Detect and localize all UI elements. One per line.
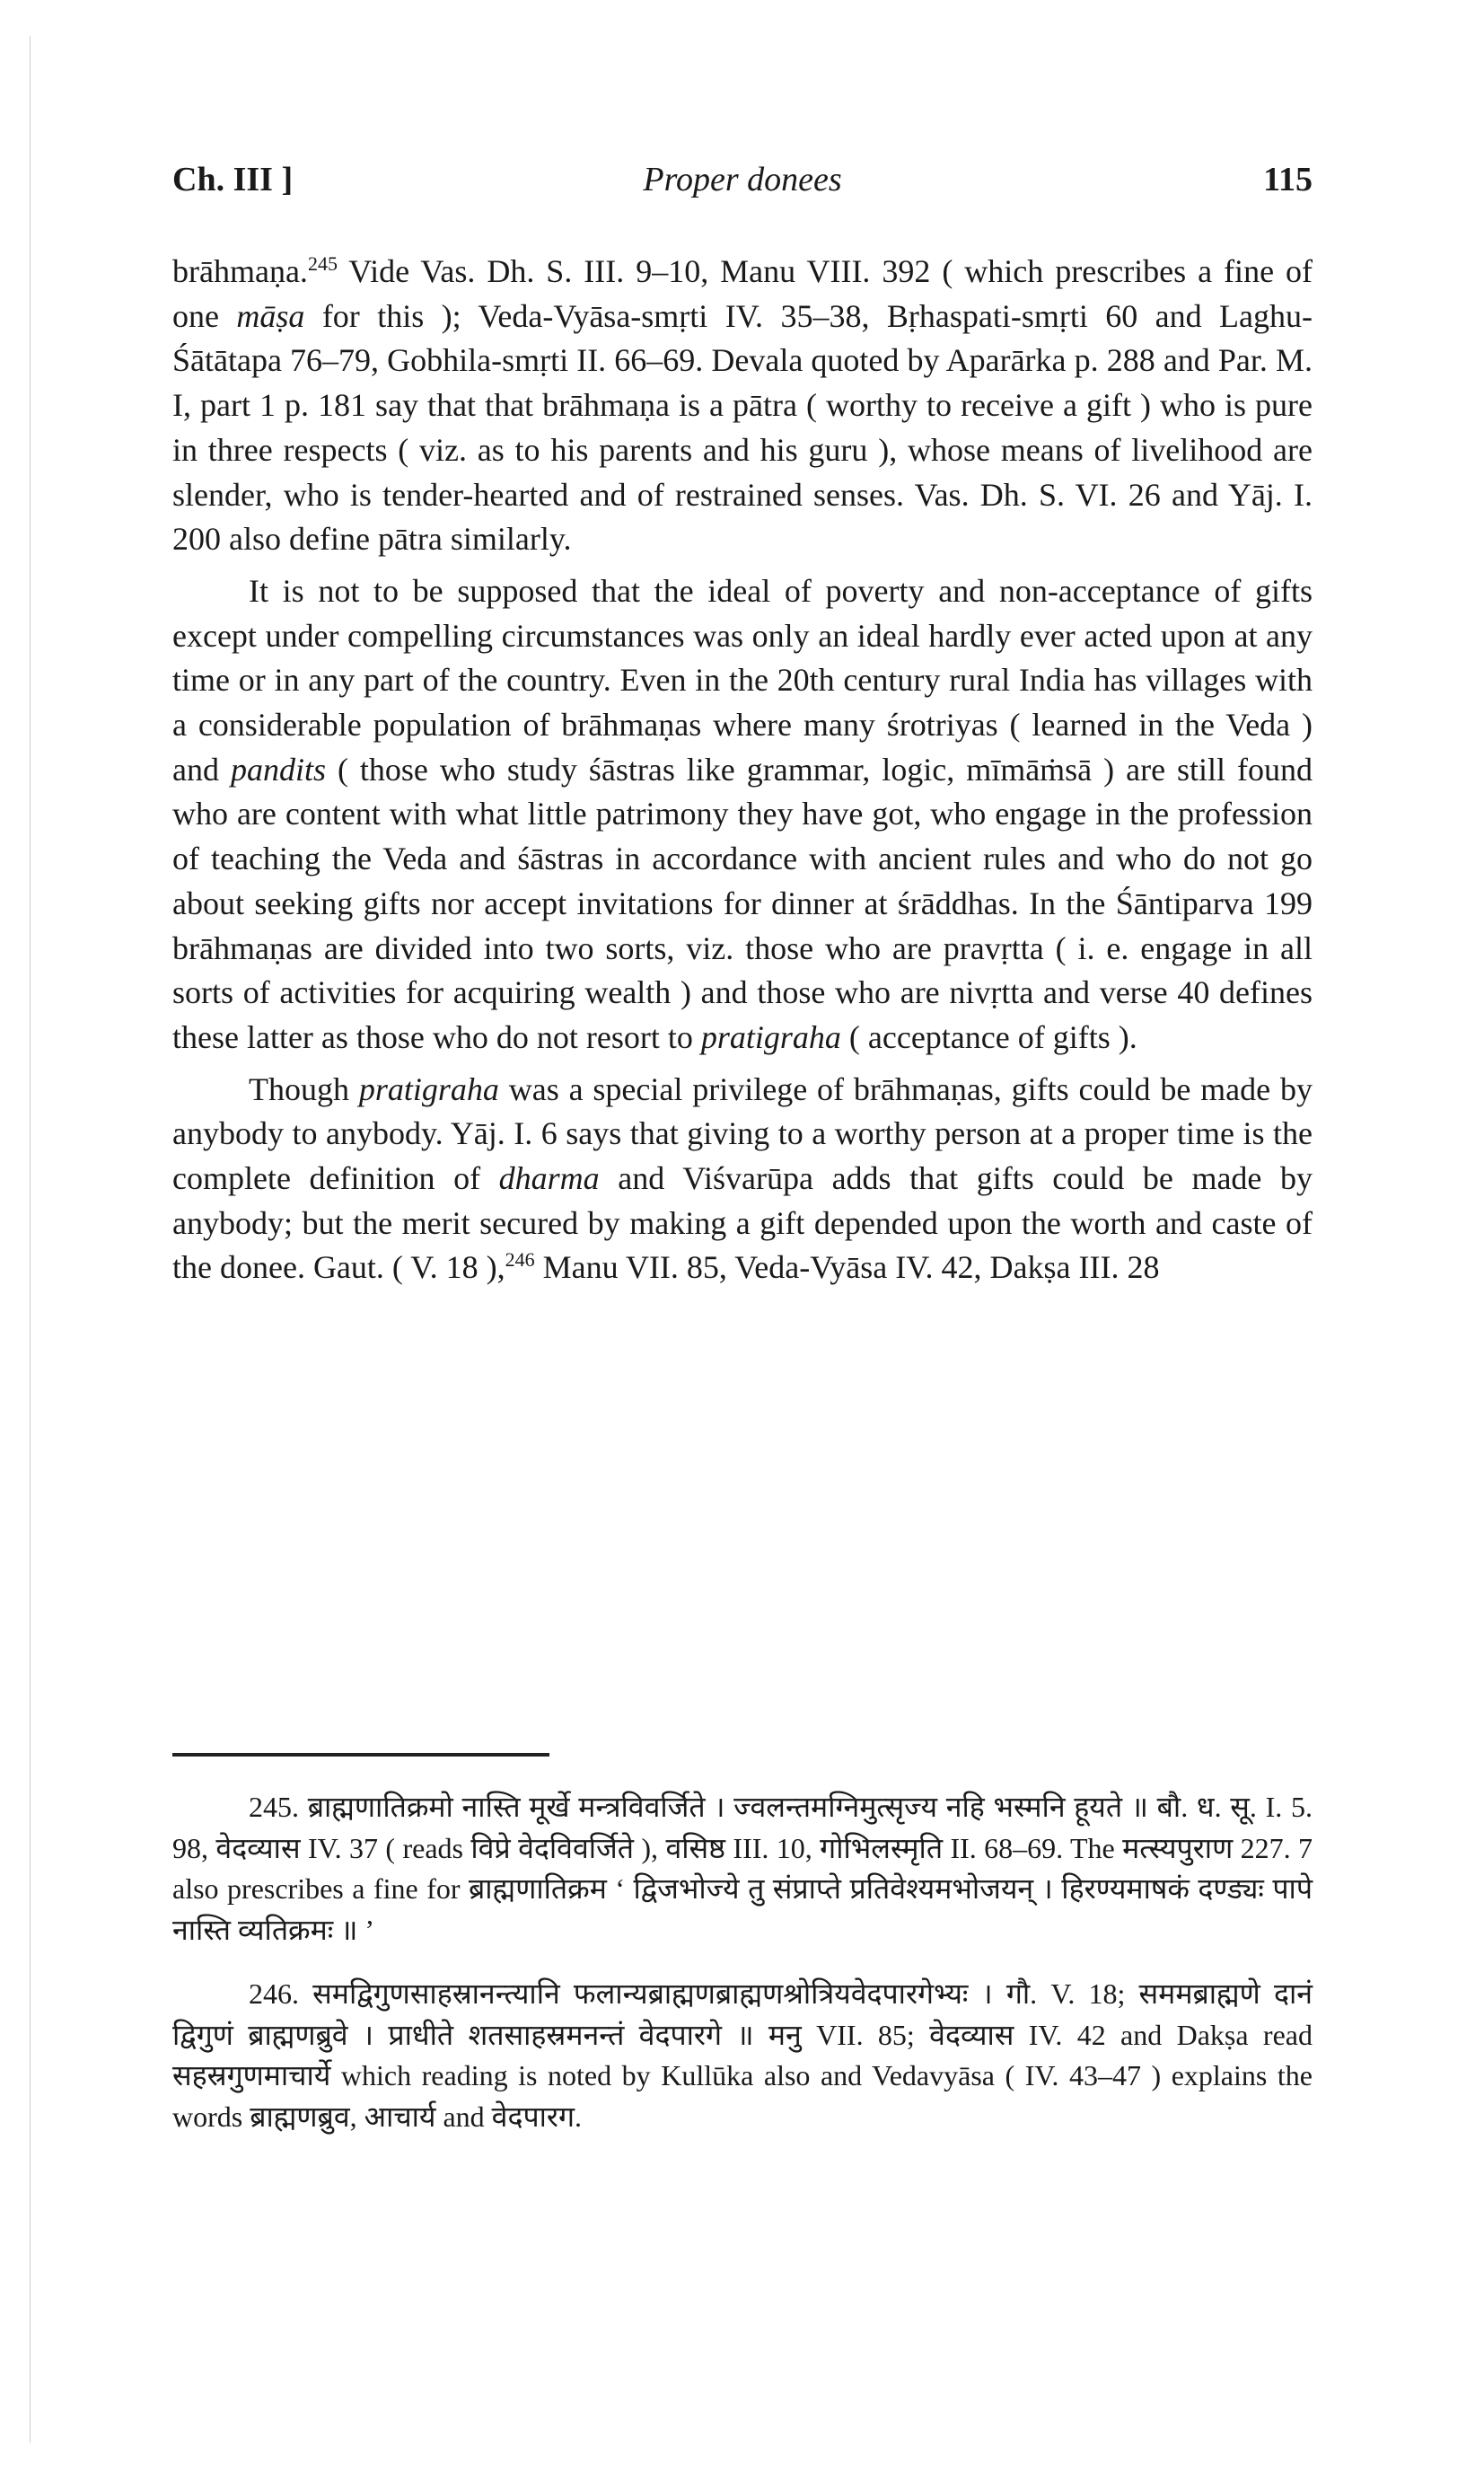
text-run: Vide Vas. Dh. S. III. 9–10, Manu VIII. 392 ( which prescribes a fine of one [172, 253, 1313, 334]
text-run: ( acceptance of gifts ). [840, 1018, 1137, 1055]
page-margin-line [30, 36, 31, 2443]
italic-term: pratigraha [358, 1070, 499, 1107]
footnote-ref: 245 [307, 252, 338, 275]
paragraph-continuation [172, 250, 1313, 562]
text-run: 246. समद्विगुणसाहस्रानन्त्यानि फलान्यब्राह्मणब्राह्मणश्रोत्रियवेदपारगेभ्यः । गौ. V. 18; सममब्राह्मणे दानं द्विगुणं ब्राह्मणब्रुवे । प्राधीते शतसाहस्रमनन्तं वेदपारगे ॥ मनु VII. 85; वेदव्यास IV. 42 and Dakṣa read सहस्रगुणमाचार्ये which reading is noted by Kullūka also and Vedavyāsa ( IV. 43–47 ) explains the words ब्राह्मणब्रुव, आचार्य and वेदपारग. [172, 1977, 1313, 2133]
paragraph-pratigraha [172, 1068, 1313, 1291]
paragraph-ideal-of-poverty [172, 569, 1313, 1061]
text-run: Manu VII. 85, Veda-Vyāsa IV. 42, Dakṣa III. 28 [534, 1249, 1160, 1286]
running-title: Proper donees [643, 161, 842, 198]
page-number: 115 [1263, 161, 1313, 198]
footnote-ref: 246 [505, 1248, 535, 1272]
text-run: and Viśvarūpa adds that gifts could be made by anybody; but the merit secured by making a gift depended upon the worth and caste of the donee. Gaut. ( V. 18 ), [172, 1160, 1313, 1286]
text-run: Though [249, 1070, 359, 1107]
main-text [172, 250, 1313, 1290]
italic-term: māṣa [236, 297, 305, 334]
footnote-245 [172, 1787, 1313, 1950]
text-run: ( those who study śāstras like grammar, logic, mīmāṁsā ) are still found who are content with what little patrimony they have got, who engage in the profession of teaching the Veda and śāstras in accordance with ancient rules and who do not go about seeking gifts nor accept invitations for dinner at śrāddhas. In the Śāntiparva 199 brāhmaṇas are divided into two sorts, viz. those who are pravṛtta ( i. e. engage in all sorts of activities for acquiring wealth ) and those who are nivṛtta and verse 40 defines these latter as those who do not resort to [172, 751, 1313, 1055]
italic-term: pratigraha [700, 1018, 841, 1055]
chapter-label: Ch. III ] [172, 161, 294, 198]
running-header [172, 160, 1313, 214]
footnotes [172, 1787, 1313, 2137]
text-run: 245. ब्राह्मणातिक्रमो नास्ति मूर्खे मन्त्रविवर्जिते । ज्वलन्तमग्निमुत्सृज्य नहि भस्मनि हूयते ॥ बौ. ध. सू. I. 5. 98, वेदव्यास IV. 37 ( reads विप्रे वेदविवर्जिते ), वसिष्ठ III. 10, गोभिलस्मृति II. 68–69. The मत्स्यपुराण 227. 7 also prescribes a fine for ब्राह्मणातिक्रम ‘ द्विजभोज्ये तु संप्राप्ते प्रतिवेश्यमभोजयन् । हिरण्यमाषकं दण्ड्यः पापे नास्ति व्यतिक्रमः ॥ ’ [172, 1791, 1313, 1946]
italic-term: dharma [498, 1160, 600, 1197]
text-run: It is not to be supposed that the ideal of poverty and non-acceptance of gifts except under compelling circumstances was only an ideal hardly ever acted upon at any time or in any part of the country. Even in the 20th century rural India has villages with a considerable population of brāhmaṇas where many śrotriyas ( learned in the Veda ) and [172, 572, 1313, 788]
text-run: for this ); Veda-Vyāsa-smṛti IV. 35–38, Bṛhaspati-smṛti 60 and Laghu-Śātātapa 76–79, Gobhila-smṛti II. 66–69. Devala quoted by Aparārka p. 288 and Par. M. I, part 1 p. 181 say that that brāhmaṇa is a pātra ( worthy to receive a gift ) who is pure in three respects ( viz. as to his parents and his guru ), whose means of livelihood are slender, who is tender-hearted and of restrained senses. Vas. Dh. S. VI. 26 and Yāj. I. 200 also define pātra similarly. [172, 297, 1313, 558]
text-run: brāhmaṇa. [172, 253, 308, 289]
italic-term: pandits [230, 751, 326, 788]
footnote-246 [172, 1974, 1313, 2137]
footnote-divider [172, 1753, 549, 1757]
text-run: was a special privilege of brāhmaṇas, gifts could be made by anybody to anybody. Yāj. I. 6 says that giving to a worthy person at a proper time is the complete definition of [172, 1070, 1313, 1197]
